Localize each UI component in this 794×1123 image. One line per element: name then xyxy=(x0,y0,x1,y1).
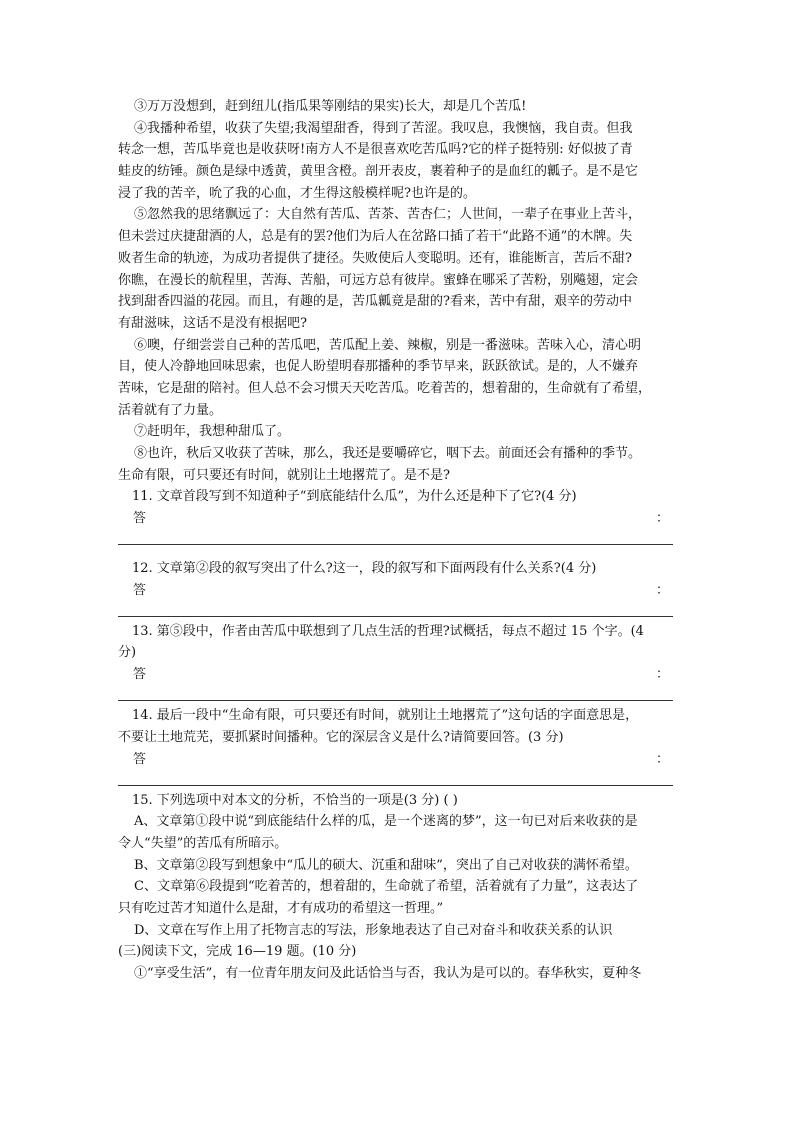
paragraph-line: 活着就有了力量。 xyxy=(118,402,223,418)
paragraph-line: 目，使人冷静地回味思索，也促人盼望明春那播种的季节早来，跃跃欲试。是的，人不嫌弃 xyxy=(118,359,639,375)
document-page xyxy=(118,96,673,985)
question-text: 分) xyxy=(118,645,137,661)
question-text: 不要让土地荒芜，要抓紧时间播种。它的深层含义是什么?请简要回答。(3 分) xyxy=(118,729,564,745)
question-12 xyxy=(118,558,673,617)
question-11 xyxy=(118,486,673,545)
answer-line xyxy=(118,602,673,617)
answer-label: 答 xyxy=(133,751,147,767)
paragraph-line: 转念一想，苦瓜毕竟也是收获呀!南方人不是很喜欢吃苦瓜吗?它的样子挺特别: 好似披了青 xyxy=(118,142,633,158)
option-b[interactable]: B、文章第②段写到想象中“瓜儿的硕大、沉重和甜味”，突出了自己对收获的满怀希望。 xyxy=(134,857,638,873)
paragraph-line: 有甜滋味，这话不是没有根据吧? xyxy=(118,315,307,331)
answer-label: 答 xyxy=(133,511,147,527)
answer-label: 答 xyxy=(133,667,147,683)
answer-label: 答 xyxy=(133,582,147,598)
paragraph-8 xyxy=(118,443,673,486)
question-text: 14. 最后一段中“生命有限，可只要还有时间，就别让土地撂荒了”这句话的字面意思是， xyxy=(132,708,639,724)
question-14 xyxy=(118,705,673,785)
paragraph-line: 浸了我的苦辛，吮了我的心血，才生得这般模样呢?也许是的。 xyxy=(118,185,476,201)
answer-colon: ： xyxy=(655,667,669,683)
paragraph-line: ⑧也许，秋后又收获了苦味，那么，我还是要嚼碎它，咽下去。前面还会有播种的季节。 xyxy=(134,446,642,461)
paragraph-line: 生命有限，可只要还有时间，就别让土地撂荒了。是不是? xyxy=(118,467,450,483)
question-text: 12. 文章第②段的叙写突出了什么?这一，段的叙写和下面两段有什么关系?(4 分) xyxy=(132,561,597,577)
paragraph-line: ⑤忽然我的思绪飘远了：大自然有苦瓜、苦茶、苦杏仁；人世间，一辈子在事业上苦斗， xyxy=(134,207,642,223)
answer-area[interactable] xyxy=(118,664,673,686)
paragraph-line: 蛙皮的纺锤。颜色是绿中透黄，黄里含橙。剖开表皮，裹着种子的是血红的瓤子。是不是它 xyxy=(118,164,639,180)
paragraph-line: 败者生命的轨迹，为成功者提供了捷径。失败使后人变聪明。还有，谁能断言，苦后不甜? xyxy=(118,250,632,266)
answer-line xyxy=(118,530,673,545)
option-a[interactable]: A、文章第①段中说“到底能结什么样的瓜，是一个迷离的梦”，这一句已对后来收获的是 xyxy=(134,814,638,830)
answer-line xyxy=(118,686,673,701)
paragraph-line: 但未尝过庆捷甜酒的人，总是有的罢?他们为后人在岔路口插了若干“此路不通”的木牌。失 xyxy=(118,229,633,245)
option-c[interactable]: C、文章第⑥段提到“吃着苦的，想着甜的，生命就了希望，活着就有了力量”，这表达了 xyxy=(134,879,639,895)
paragraph-line: 找到甜香四溢的花园。而且，有趣的是，苦瓜瓤竟是甜的?看来，苦中有甜，艰辛的劳动中 xyxy=(118,294,632,310)
next-passage-paragraph: ①“享受生活”，有一位青年朋友问及此话恰当与否，我认为是可以的。春华秋实，夏种冬 xyxy=(134,966,642,981)
option-a-cont: 令人“失望”的苦瓜有所暗示。 xyxy=(118,835,288,851)
question-text: 13. 第⑤段中，作者由苦瓜中联想到了几点生活的哲理?试概括，每点不超过 15 个字。(4 xyxy=(132,623,644,639)
paragraph-line: 苦味，它是甜的陪衬。但人总不会习惯天天吃苦瓜。吃着苦的，想着甜的，生命就有了希望， xyxy=(118,380,652,396)
option-d[interactable]: D、文章在写作上用了托物言志的写法，形象地表达了自己对奋斗和收获关系的认识 xyxy=(134,922,613,938)
answer-colon: ： xyxy=(655,582,669,598)
question-text: 15. 下列选项中对本文的分析，不恰当的一项是(3 分) ( ) xyxy=(132,792,458,808)
paragraph-line: 你瞧，在漫长的航程里，苦海、苦船，可远方总有彼岸。蜜蜂在哪采了苦粉，别飚翅，定会 xyxy=(118,272,639,288)
answer-line xyxy=(118,771,673,786)
paragraph-4 xyxy=(118,118,673,205)
answer-area[interactable] xyxy=(118,580,673,602)
answer-colon: ： xyxy=(655,751,669,767)
paragraph-5 xyxy=(118,204,673,334)
question-13 xyxy=(118,621,673,701)
paragraph-3: ③万万没想到，赶到纽儿(指瓜果等刚结的果实)长大，却是几个苦瓜! xyxy=(134,99,527,114)
paragraph-line: ⑥噢，仔细尝尝自己种的苦瓜吧，苦瓜配上姜、辣椒，别是一番滋味。苦味入心，清心明 xyxy=(134,337,642,353)
paragraph-6 xyxy=(118,335,673,422)
answer-area[interactable] xyxy=(118,508,673,530)
paragraph-7: ⑦赶明年，我想种甜瓜了。 xyxy=(134,424,291,440)
option-c-cont: 只有吃过苦才知道什么是甜，才有成功的希望这一哲理。” xyxy=(118,900,444,916)
question-15 xyxy=(118,790,673,942)
answer-area[interactable] xyxy=(118,749,673,771)
paragraph-line: ④我播种希望，收获了失望;我渴望甜香，得到了苦涩。我叹息，我懊恼，我自责。但我 xyxy=(134,120,633,136)
section-heading: (三)阅读下文，完成 16—19 题。(10 分) xyxy=(118,944,357,960)
question-text: 11. 文章首段写到不知道种子“到底能结什么瓜”，为什么还是种下了它?(4 分) xyxy=(132,489,577,505)
answer-colon: ： xyxy=(655,511,669,527)
